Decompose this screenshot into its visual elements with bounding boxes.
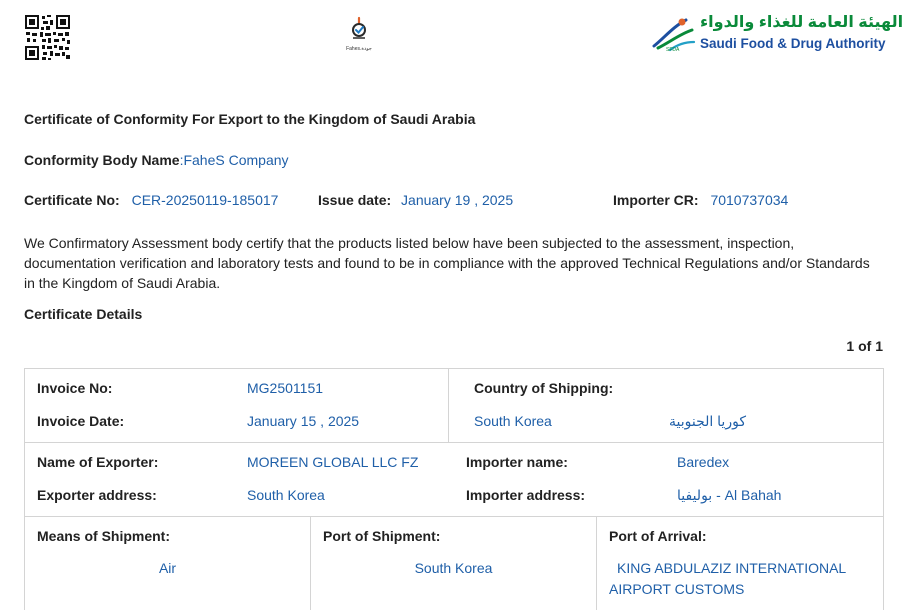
sfda-badge-text: SFDA <box>666 47 680 52</box>
importer-address-label: Importer address: <box>466 487 586 503</box>
country-of-shipping-arabic: كوريا الجنوبية <box>669 413 746 429</box>
exporter-name-label: Name of Exporter: <box>37 454 159 470</box>
conformity-body-row <box>24 152 289 168</box>
issue-date-label: Issue date: <box>318 192 392 208</box>
invoice-no-label: Invoice No: <box>37 380 113 396</box>
exporter-name-value: MOREEN GLOBAL LLC FZ <box>247 454 419 470</box>
fahes-mark-icon <box>348 16 370 42</box>
divider <box>25 442 883 443</box>
certificate-no-value: CER-20250119-185017 <box>131 192 279 208</box>
country-of-shipping-label: Country of Shipping: <box>474 380 614 396</box>
exporter-address-label: Exporter address: <box>37 487 157 503</box>
importer-cr <box>613 192 788 208</box>
port-of-arrival-label: Port of Arrival: <box>609 528 707 544</box>
conformity-statement: We Confirmatory Assessment body certify that the products listed below have been subjected to the assessment, inspection, documentation verification and laboratory tests and found to be in compliance with the approved Technical Regulations and/or Standards in the Kingdom of Saudi Arabia. <box>24 235 870 291</box>
certificate-details-heading: Certificate Details <box>24 306 143 322</box>
sfda-english-name: Saudi Food & Drug Authority <box>700 36 886 51</box>
exporter-address-value: South Korea <box>247 487 325 503</box>
importer-cr-label: Importer CR: <box>613 192 699 208</box>
divider <box>596 516 597 610</box>
fahes-caption: Fahes.جودة <box>346 46 372 52</box>
conformity-body-value: :FaheS Company <box>179 152 289 168</box>
fahes-logo <box>342 16 376 56</box>
means-of-shipment-label: Means of Shipment: <box>37 528 171 544</box>
conformity-body-label: Conformity Body Name <box>24 152 180 168</box>
importer-address-value: بوليفيا - Al Bahah <box>677 487 782 503</box>
sfda-arabic-name: الهيئة العامة للغذاء والدواء <box>700 14 903 31</box>
certificate-title: Certificate of Conformity For Export to the Kingdom of Saudi Arabia <box>24 111 476 127</box>
divider <box>448 369 449 442</box>
importer-cr-value: 7010737034 <box>710 192 789 208</box>
certificate-details-table <box>24 368 884 610</box>
qr-code <box>24 14 71 61</box>
port-of-shipment-value: South Korea <box>414 560 493 576</box>
means-of-shipment-value: Air <box>158 560 177 576</box>
invoice-date-label: Invoice Date: <box>37 413 125 429</box>
country-of-shipping-value: South Korea <box>474 413 552 429</box>
importer-name-label: Importer name: <box>466 454 568 470</box>
issue-date-value: January 19 , 2025 <box>401 192 514 208</box>
port-of-shipment-label: Port of Shipment: <box>323 528 441 544</box>
sfda-logo <box>652 12 903 58</box>
certificate-no-label: Certificate No: <box>24 192 120 208</box>
invoice-date-value: January 15 , 2025 <box>247 413 360 429</box>
page-indicator: 1 of 1 <box>846 338 883 354</box>
port-of-arrival-line2: AIRPORT CUSTOMS <box>609 581 745 597</box>
certificate-no <box>24 192 278 208</box>
divider <box>25 516 883 517</box>
port-of-arrival-line1: KING ABDULAZIZ INTERNATIONAL <box>617 560 847 576</box>
invoice-no-value: MG2501151 <box>247 380 324 396</box>
importer-name-value: Baredex <box>677 454 730 470</box>
sfda-emblem-icon <box>652 16 696 52</box>
issue-date <box>318 192 513 208</box>
